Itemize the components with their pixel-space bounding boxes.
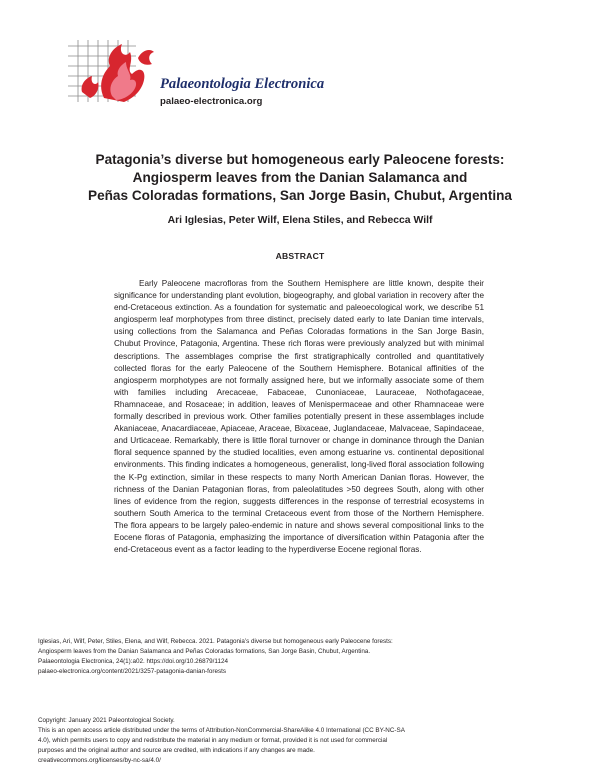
- abstract-body: Early Paleocene macrofloras from the Southern Hemisphere are little known, despite their significance for understanding plant evolution, biogeography, and global variation in recovery after the end-Cretaceous extinction. As a foundation for systematic and paleoecological work, we describe 51 angiosperm leaf morphotypes from three distinct, precisely dated early to late Danian time intervals, using collections from the Salamanca and Peñas Coloradas formations in the San Jorge Basin, Chubut Province, Patagonia, Argentina. These rich floras were previously analyzed but with minimal descriptions. The assemblages comprise the first stratigraphically controlled and quantitatively collected floras for the early Paleocene of the Southern Hemisphere. Botanical affinities of the angiosperm morphotypes are not formally assigned here, but we informally associate some of them with families including Arecaceae, Fabaceae, Cunoniaceae, Lauraceae, Nothofagaceae, Rhamnaceae, and Rosaceae; in addition, leaves of Menispermaceae and other Rhamnaceae were formally described in previous work. Other families potentially present in these assemblages include Akaniaceae, Anacardiaceae, Apiaceae, Araceae, Bixaceae, Juglandaceae, Malvaceae, Sapindaceae, and Urticaceae. Remarkably, there is little floral turnover or change in dominance through the Danian floral sequence spanned by the studied localities, even among estuarine vs. continental depositional environments. This finding indicates a homogeneous, generalist, long-lived floral association following the K-Pg extinction, similar in these respects to many North American Danian floras. However, the richness of the Danian Patagonian floras, from paleolatitudes >50 degrees South, along with other lines of evidence from the region, suggests differences in the response of terrestrial ecosystems in southern South America to the terminal Cretaceous event from those of the Northern Hemisphere. The flora appears to be largely paleo-endemic in nature and shows several compositional links to the Eocene floras of Patagonia, emphasizing the importance of diversification within Patagonia after the end-Cretaceous event as a factor leading to the hyperdiverse Eocene regional floras.: [114, 279, 484, 555]
- abstract-heading: ABSTRACT: [275, 251, 325, 261]
- license-url-line[interactable]: creativecommons.org/licenses/by-nc-sa/4.0/: [38, 757, 161, 764]
- citation-block: [38, 637, 568, 677]
- license-line: purposes and the original author and source are credited, with indications if any changes are made.: [38, 747, 315, 754]
- title-line: Angiosperm leaves from the Danian Salamanca and: [132, 170, 468, 185]
- citation-line: Angiosperm leaves from the Danian Salamanca and Peñas Coloradas formations, San Jorge Basin, Chubut, Argentina.: [38, 648, 371, 655]
- license-line: This is an open access article distributed under the terms of Attribution-NonCommercial-ShareAlike 4.0 International (CC BY-NC-SA: [38, 727, 405, 734]
- journal-name: Palaeontologia Electronica: [160, 76, 325, 92]
- article-title: [50, 151, 550, 205]
- citation-line: Iglesias, Ari, Wilf, Peter, Stiles, Elena, and Wilf, Rebecca. 2021. Patagonia’s diverse but homogeneous early Paleocene forests:: [38, 638, 393, 645]
- journal-logo-icon: [64, 36, 160, 106]
- citation-doi-line[interactable]: Palaeontologia Electronica, 24(1):a02. https://doi.org/10.26879/1124: [38, 658, 228, 665]
- logo-flame: [82, 44, 154, 102]
- citation-url-line[interactable]: palaeo-electronica.org/content/2021/3257-patagonia-danian-forests: [38, 668, 226, 675]
- license-line: 4.0), which permits users to copy and redistribute the material in any medium or format, provided it is not used for commercial: [38, 737, 388, 744]
- copyright-line: Copyright: January 2021 Paleontological Society.: [38, 717, 175, 724]
- journal-url[interactable]: palaeo-electronica.org: [160, 96, 263, 107]
- author-list: Ari Iglesias, Peter Wilf, Elena Stiles, and Rebecca Wilf: [167, 215, 433, 226]
- copyright-block: [38, 716, 568, 766]
- title-line: Peñas Coloradas formations, San Jorge Basin, Chubut, Argentina: [88, 188, 512, 203]
- title-line: Patagonia’s diverse but homogeneous early Paleocene forests:: [95, 152, 505, 167]
